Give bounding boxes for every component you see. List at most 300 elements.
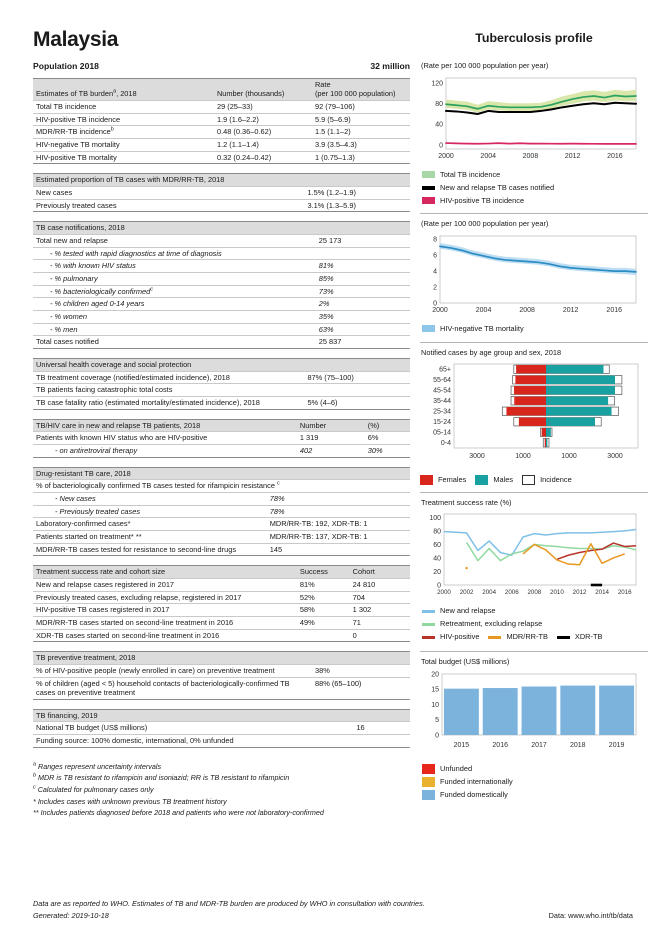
svg-text:15-24: 15-24	[433, 418, 451, 426]
svg-text:2015: 2015	[453, 742, 470, 750]
legend-label: HIV-negative TB mortality	[440, 324, 524, 334]
preventive-title: TB preventive treatment, 2018	[33, 652, 410, 665]
legend-label: HIV-positive	[440, 632, 480, 642]
legend-label: New and relapse	[440, 606, 496, 616]
row-label: TB patients facing catastrophic total costs	[36, 385, 173, 395]
row-label: Patients started on treatment* **	[36, 532, 142, 542]
row-rate: 5.9 (5–6.9)	[314, 114, 351, 124]
legend-swatch-hiv-positive	[422, 636, 435, 639]
legend-label: Retreatment, excluding relapse	[440, 619, 543, 629]
svg-text:2012: 2012	[572, 589, 587, 597]
svg-text:2016: 2016	[617, 589, 632, 597]
page-title: Malaysia	[33, 28, 119, 51]
legend-label: Total TB incidence	[440, 169, 501, 179]
svg-text:2012: 2012	[562, 307, 579, 315]
row-label: - % men	[50, 324, 78, 334]
table-row	[33, 397, 410, 410]
svg-text:35-44: 35-44	[433, 397, 451, 405]
svg-text:40: 40	[435, 121, 443, 129]
row-value: 16	[356, 723, 365, 733]
row-label: - % children aged 0-14 years	[50, 299, 145, 309]
svg-text:2016: 2016	[606, 307, 623, 315]
footer-row	[33, 910, 633, 922]
footnote-item: $^a$ Ranges represent uncertainty intervals	[33, 761, 162, 771]
table-row	[33, 493, 410, 506]
footnote-marker: c	[277, 480, 280, 487]
svg-text:65+: 65+	[439, 366, 451, 374]
mdr-proportion-table	[33, 173, 410, 212]
row-value: MDR/RR-TB: 192, XDR-TB: 1	[269, 519, 368, 529]
row-value: 25 837	[318, 337, 342, 347]
svg-text:3000: 3000	[607, 452, 623, 460]
legend-label: Funded internationally	[440, 777, 513, 787]
legend-label: MDR/RR-TB	[506, 632, 548, 642]
svg-text:2004: 2004	[480, 152, 497, 160]
financing-title: TB financing, 2019	[33, 709, 410, 722]
row-label: - % tested with rapid diagnostics at time of diagnosis	[50, 248, 222, 258]
treatment-success-legend	[422, 605, 648, 644]
burden-title: Estimates of TB burden$^a$, 2018	[33, 79, 214, 101]
svg-text:2000: 2000	[437, 589, 451, 597]
treatment-success-chart	[420, 499, 648, 645]
legend-item	[475, 475, 513, 485]
svg-text:0: 0	[437, 582, 441, 590]
row-number: 1.9 (1.6–2.2)	[216, 114, 259, 124]
table-row	[33, 323, 410, 336]
footer-source: Data: www.who.int/tb/data	[548, 911, 633, 921]
table-row	[33, 100, 410, 113]
svg-text:45-54: 45-54	[433, 387, 451, 395]
legend-item	[422, 182, 648, 193]
page-footer	[33, 898, 633, 922]
row-value: 78%	[269, 494, 285, 504]
row-value: 38%	[314, 666, 330, 676]
budget-chart-svg	[420, 669, 648, 757]
legend-item	[422, 618, 648, 629]
svg-text:4: 4	[433, 268, 437, 276]
footnote-marker: c	[150, 286, 153, 293]
row-number: 0.48 (0.36–0.62)	[216, 127, 272, 137]
financing-table	[33, 709, 410, 748]
row-label: Laboratory-confirmed cases*	[36, 519, 131, 529]
legend-swatch-funded-domestically	[422, 790, 435, 800]
row-label: New and relapse cases registered in 2017	[36, 580, 175, 590]
row-success: 58%	[299, 605, 315, 615]
footnote-item: $^c$ Calculated for pulmonary cases only	[33, 784, 154, 795]
svg-text:2016: 2016	[492, 742, 508, 750]
svg-text:80: 80	[435, 100, 443, 108]
legend-item	[522, 475, 572, 485]
preventive-treatment-table	[33, 651, 410, 699]
budget-legend	[422, 763, 648, 800]
table-row	[33, 543, 410, 556]
row-rate: 1.5 (1.1–2)	[314, 127, 351, 137]
svg-text:2019: 2019	[608, 742, 625, 750]
incidence-chart-svg	[420, 73, 648, 165]
legend-item	[488, 631, 547, 642]
profile-title: Tuberculosis profile	[475, 31, 593, 45]
legend-label: XDR-TB	[574, 632, 603, 642]
svg-text:2008: 2008	[519, 307, 535, 315]
table-header-row	[33, 566, 410, 579]
table-row	[33, 371, 410, 384]
table-row	[33, 199, 410, 212]
row-label: Patients with known HIV status who are HIV-positive	[36, 433, 208, 443]
table-row	[33, 518, 410, 531]
legend-item	[422, 605, 648, 616]
svg-text:120: 120	[431, 80, 443, 88]
svg-text:10: 10	[431, 702, 439, 710]
footnote-marker: a	[113, 88, 117, 95]
legend-swatch-retreatment	[422, 623, 435, 626]
row-label: MDR/RR-TB cases tested for resistance to second-line drugs	[36, 544, 237, 554]
svg-text:20: 20	[433, 569, 441, 577]
table-header-row	[33, 79, 410, 101]
svg-text:80: 80	[433, 528, 441, 536]
legend-row	[422, 631, 648, 644]
legend-label: Funded domestically	[440, 790, 508, 800]
table-row	[33, 151, 410, 164]
legend-swatch-total-incidence	[422, 171, 435, 178]
footnotes-block	[33, 761, 410, 819]
footer-generated: Generated: 2019-10-18	[33, 911, 109, 921]
footnote-item: * Includes cases with unknown previous TB treatment history	[33, 796, 227, 806]
svg-text:2008: 2008	[527, 589, 542, 597]
population-value: 32 million	[370, 61, 410, 72]
divider	[420, 342, 648, 343]
svg-text:2010: 2010	[550, 589, 564, 597]
row-label: Total new and relapse	[36, 235, 108, 245]
tbhiv-title: TB/HIV care in new and relapse TB patients, 2018	[33, 419, 297, 432]
right-column	[420, 28, 648, 805]
row-value: 87% (75–100)	[307, 372, 354, 382]
divider	[420, 213, 648, 214]
svg-text:2004: 2004	[475, 307, 492, 315]
svg-text:5: 5	[435, 717, 439, 725]
uhc-table	[33, 358, 410, 410]
row-value: 145	[269, 544, 283, 554]
row-cohort: 1 302	[352, 605, 372, 615]
legend-swatch-hiv-negative-mortality	[422, 325, 435, 332]
table-header-row	[33, 652, 410, 665]
row-label: % of HIV-positive people (newly enrolled in care) on preventive treatment	[36, 666, 275, 676]
legend-item	[422, 323, 648, 334]
legend-swatch-funded-internationally	[422, 777, 435, 787]
row-number: 1 319	[299, 433, 319, 443]
legend-item	[422, 631, 479, 642]
col-cohort-header: Cohort	[350, 566, 410, 579]
table-row	[33, 579, 410, 592]
mortality-legend	[422, 323, 648, 334]
svg-text:20: 20	[431, 671, 439, 679]
success-title: Treatment success rate and cohort size	[33, 566, 297, 579]
row-rate: 1 (0.75–1.3)	[314, 152, 355, 162]
row-value: 25 173	[318, 235, 342, 245]
row-number: 0.32 (0.24–0.42)	[216, 152, 272, 162]
row-value	[316, 247, 410, 260]
svg-text:15: 15	[431, 686, 439, 694]
legend-swatch-males	[475, 475, 488, 485]
row-pct: 6%	[367, 433, 379, 443]
budget-chart	[420, 658, 648, 800]
row-label: HIV-positive TB cases registered in 2017	[36, 605, 170, 615]
table-row	[33, 126, 410, 139]
row-value: 78%	[269, 506, 285, 516]
table-row	[33, 336, 410, 349]
population-label: Population 2018	[33, 61, 99, 72]
svg-text:2014: 2014	[595, 589, 610, 597]
uhc-title: Universal health coverage and social protection	[33, 359, 410, 372]
row-success: 52%	[299, 592, 315, 602]
row-label: - % women	[50, 312, 87, 322]
table-header-row	[33, 174, 410, 187]
legend-label: New and relapse TB cases notified	[440, 182, 555, 192]
row-label: - % with known HIV status	[50, 261, 136, 271]
table-row	[33, 531, 410, 544]
row-value	[304, 384, 410, 397]
age-sex-title: Notified cases by age group and sex, 2018	[421, 347, 562, 357]
footnote-marker: * **	[130, 532, 142, 542]
pyramid-legend	[420, 475, 648, 485]
row-value: 85%	[318, 274, 334, 283]
row-label: - Previously treated cases	[55, 506, 141, 516]
row-label: - on antiretroviral therapy	[55, 446, 138, 456]
drug-resistant-table	[33, 467, 410, 557]
row-label: MDR/RR-TB incidence$^b$	[36, 126, 114, 137]
table-row	[33, 260, 410, 273]
svg-text:0: 0	[433, 300, 437, 308]
row-cohort: 24 810	[352, 580, 376, 590]
svg-text:25-34: 25-34	[433, 408, 451, 416]
row-label: New cases	[36, 187, 73, 197]
table-row	[33, 665, 410, 678]
legend-swatch-notified	[422, 186, 435, 190]
row-label: HIV-positive TB mortality	[36, 152, 117, 162]
tb-burden-table	[33, 78, 410, 164]
svg-text:0: 0	[435, 732, 439, 740]
svg-text:2018: 2018	[570, 742, 586, 750]
legend-swatch-mdr-rr-tb	[488, 636, 501, 639]
row-value: 5% (4–6)	[307, 398, 338, 408]
legend-label: Incidence	[540, 475, 572, 484]
legend-label: Unfunded	[440, 764, 473, 774]
row-label: National TB budget (US$ millions)	[36, 723, 148, 733]
row-label: XDR-TB cases started on second-line treatment in 2016	[36, 630, 220, 640]
row-label: TB treatment coverage (notified/estimated incidence), 2018	[36, 372, 230, 382]
footnote-marker: b	[110, 126, 114, 133]
legend-item	[420, 475, 466, 485]
incidence-legend	[422, 169, 648, 206]
row-pct: 30%	[367, 446, 383, 456]
row-label: % of children (aged < 5) household contacts of bacteriologically-confirmed TB cases on preventive treatment	[36, 678, 290, 698]
budget-chart-title: Total budget (US$ millions)	[421, 657, 510, 667]
legend-swatch-incidence	[522, 475, 535, 485]
svg-text:60: 60	[433, 542, 441, 550]
table-row	[33, 384, 410, 397]
table-row	[33, 311, 410, 324]
row-label: HIV-negative TB mortality	[36, 139, 120, 149]
row-cohort: 704	[352, 592, 366, 602]
legend-swatch-females	[420, 475, 433, 485]
incidence-chart	[420, 62, 648, 206]
footnote-marker: *	[127, 519, 131, 529]
table-row	[33, 432, 410, 445]
table-header-row	[33, 359, 410, 372]
row-value: MDR/RR-TB: 137, XDR-TB: 1	[269, 532, 368, 542]
row-label: MDR/RR-TB cases started on second-line treatment in 2016	[36, 618, 234, 628]
svg-text:2017: 2017	[531, 742, 547, 750]
legend-label: Males	[493, 475, 514, 484]
table-header-row	[33, 419, 410, 432]
divider	[420, 651, 648, 652]
svg-text:2004: 2004	[482, 589, 497, 597]
svg-text:05-14: 05-14	[433, 429, 451, 437]
footnote-item: ** Includes patients diagnosed before 2018 and patients who were not laboratory-confirmed	[33, 808, 324, 818]
notifications-table	[33, 221, 410, 349]
col-number-header: Number (thousands)	[214, 79, 312, 101]
table-row	[33, 113, 410, 126]
mortality-chart	[420, 220, 648, 334]
legend-item	[422, 776, 648, 787]
svg-text:0: 0	[439, 142, 443, 150]
legend-label: HIV-positive TB incidence	[440, 195, 525, 205]
legend-item	[557, 631, 603, 642]
row-number: 29 (25–33)	[216, 101, 253, 111]
notifications-title: TB case notifications, 2018	[33, 222, 410, 235]
svg-text:2006: 2006	[504, 589, 519, 597]
treatment-success-table	[33, 565, 410, 642]
mortality-chart-svg	[420, 231, 648, 319]
svg-text:2016: 2016	[607, 152, 623, 160]
svg-text:1000: 1000	[561, 452, 577, 460]
row-value: 1.5% (1.2–1.9)	[307, 187, 356, 197]
svg-text:2000: 2000	[438, 152, 454, 160]
svg-text:40: 40	[433, 555, 441, 563]
table-row	[33, 445, 410, 458]
col-number-header: Number	[297, 419, 365, 432]
table-header-row	[33, 709, 410, 722]
row-value: 35%	[318, 312, 334, 322]
row-label: % of bacteriologically confirmed TB cases tested for rifampicin resistance $^c$	[36, 480, 280, 491]
row-rate: 92 (79–106)	[314, 101, 355, 111]
treatment-success-svg	[420, 509, 648, 601]
drtb-title: Drug-resistant TB care, 2018	[33, 467, 410, 480]
table-row	[33, 480, 410, 493]
table-row	[33, 298, 410, 311]
svg-text:3000: 3000	[469, 452, 485, 460]
row-value: 73%	[318, 286, 334, 296]
table-row	[33, 285, 410, 298]
svg-text:0-4: 0-4	[440, 439, 451, 447]
legend-item	[422, 789, 648, 800]
table-row	[33, 186, 410, 199]
table-header-row	[33, 222, 410, 235]
age-sex-pyramid	[420, 349, 648, 485]
row-label: - New cases	[55, 494, 96, 504]
table-row	[33, 604, 410, 617]
table-row	[33, 247, 410, 260]
row-success: 81%	[299, 580, 315, 590]
row-number: 1.2 (1.1–1.4)	[216, 139, 259, 149]
population-row	[33, 61, 410, 71]
row-label: Funding source: 100% domestic, international, 0% unfunded	[36, 736, 234, 746]
table-row	[33, 505, 410, 518]
table-row	[33, 138, 410, 151]
row-label: HIV-positive TB incidence	[36, 114, 121, 124]
divider	[420, 492, 648, 493]
legend-item	[422, 195, 648, 206]
footnote-item: $^b$ MDR is TB resistant to rifampicin and isoniazid; RR is TB resistant to rifampicin	[33, 773, 290, 783]
col-rate-header: Rate (per 100 000 population)	[312, 79, 410, 101]
legend-item	[422, 169, 648, 180]
svg-text:2: 2	[433, 284, 437, 292]
row-value: 63%	[318, 324, 334, 334]
table-row	[33, 677, 410, 699]
svg-text:100: 100	[429, 515, 441, 523]
col-pct-header: (%)	[365, 419, 410, 432]
svg-text:8: 8	[433, 236, 437, 244]
row-label: Previously treated cases, excluding relapse, registered in 2017	[36, 592, 242, 602]
legend-swatch-xdr-tb	[557, 636, 570, 639]
table-row	[33, 617, 410, 630]
row-rate: 3.9 (3.5–4.3)	[314, 139, 357, 149]
row-number: 402	[299, 446, 313, 456]
legend-swatch-new-relapse	[422, 610, 435, 613]
footer-line1: Data are as reported to WHO. Estimates of TB and MDR-TB burden are produced by WHO in consultation with countries.	[33, 899, 425, 908]
col-success-header: Success	[297, 566, 350, 579]
row-label: - % pulmonary	[50, 274, 98, 283]
legend-swatch-unfunded	[422, 764, 435, 774]
row-cohort: 71	[352, 618, 361, 628]
mortality-chart-caption: (Rate per 100 000 population per year)	[421, 219, 549, 229]
row-label: Total TB incidence	[36, 101, 97, 111]
table-row	[33, 722, 410, 735]
row-label: - % bacteriologically confirmed$^c$	[50, 286, 153, 296]
svg-text:2002: 2002	[459, 589, 474, 597]
legend-label: Females	[438, 475, 467, 484]
tbhiv-care-table	[33, 419, 410, 458]
age-sex-pyramid-svg	[420, 360, 648, 470]
row-success	[297, 629, 350, 642]
table-row	[33, 591, 410, 604]
row-label: TB case fatality ratio (estimated mortality/estimated incidence), 2018	[36, 398, 260, 408]
table-row	[33, 273, 410, 286]
svg-text:2000: 2000	[432, 307, 448, 315]
table-row	[33, 629, 410, 642]
row-value: 81%	[318, 261, 334, 271]
svg-text:2008: 2008	[522, 152, 539, 160]
svg-text:55-64: 55-64	[433, 376, 451, 384]
table-row	[33, 234, 410, 247]
svg-text:1000: 1000	[515, 452, 531, 460]
mdr-proportion-title: Estimated proportion of TB cases with MDR/RR-TB, 2018	[33, 174, 410, 187]
table-row	[33, 735, 410, 748]
incidence-chart-caption: (Rate per 100 000 population per year)	[421, 61, 549, 70]
row-cohort: 0	[352, 630, 357, 640]
left-column	[33, 28, 410, 819]
row-label: Total cases notified	[36, 337, 99, 347]
row-value: 88% (65–100)	[314, 678, 362, 688]
treatment-success-title: Treatment success rate (%)	[421, 497, 512, 507]
row-value: 3.1% (1.3–5.9)	[307, 200, 356, 210]
legend-item	[422, 763, 648, 774]
svg-text:6: 6	[433, 252, 437, 260]
row-label: Previously treated cases	[36, 200, 117, 210]
table-header-row	[33, 467, 410, 480]
row-success: 49%	[299, 618, 315, 628]
legend-swatch-hiv-incidence	[422, 197, 435, 204]
svg-text:2012: 2012	[564, 152, 581, 160]
